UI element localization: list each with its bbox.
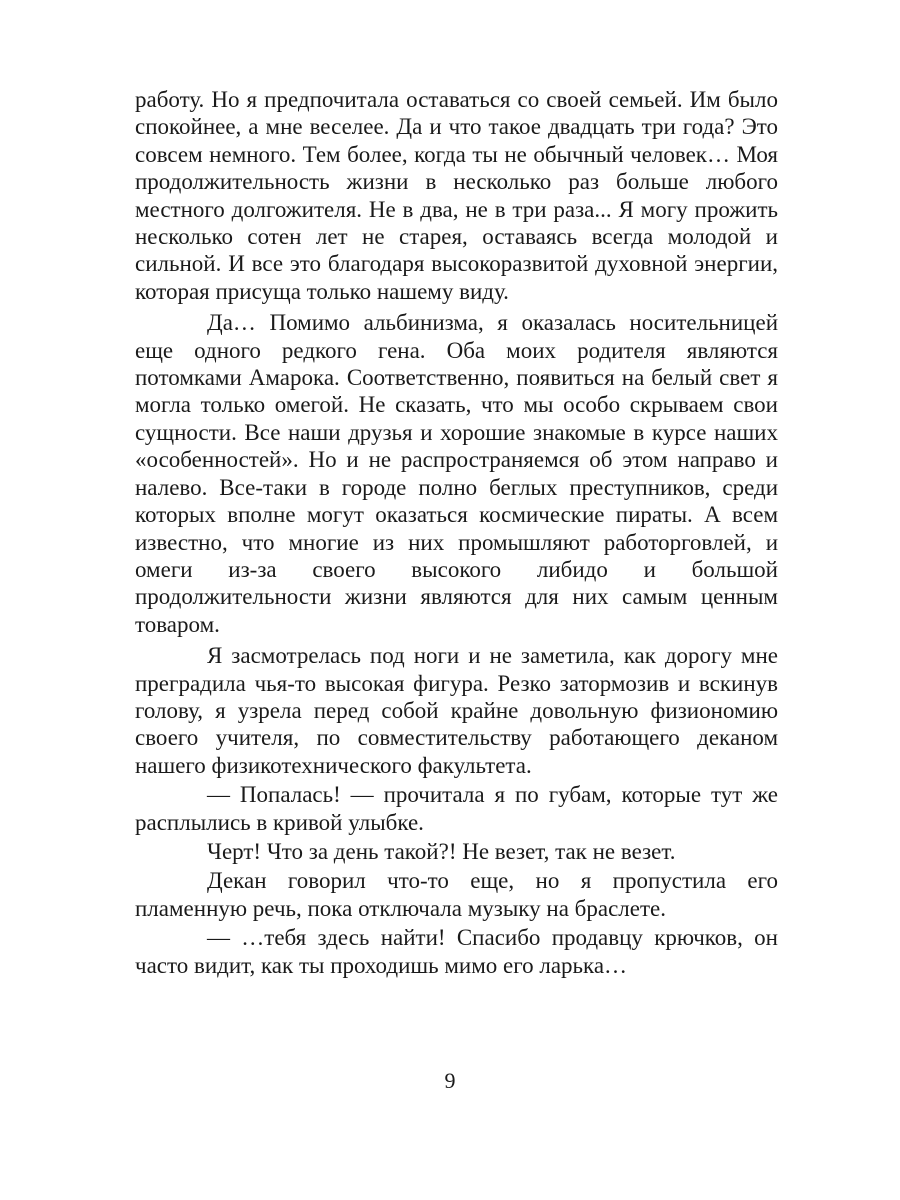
- paragraph-1: работу. Но я предпочитала оставаться со своей семьей. Им было спокойнее, а мне веселее. Да и что такое двадцать три года? Это совсем немного. Тем более, когда ты не обычный человек… Моя продолжительность жизни в несколько раз больше любого местного долгожителя. Не в два, не в три раза... Я могу прожить несколько сотен лет не старея, оставаясь всегда молодой и сильной. И все это благодаря высокоразвитой духовной энергии, которая присуща только нашему виду.: [135, 87, 778, 304]
- paragraph-6: Декан говорил что-то еще, но я пропустила его пламенную речь, пока отключала музыку на браслете.: [135, 868, 778, 921]
- paragraph-2: Да… Помимо альбинизма, я оказалась носительницей еще одного редкого гена. Оба моих родителя являются потомками Амарока. Соответственно, появиться на белый свет я могла только омегой. Не сказать, что мы особо скрываем свои сущности. Все наши друзья и хорошие знакомые в курсе наших «особенностей». Но и не распространяемся об этом направо и налево. Все-таки в городе полно беглых преступников, среди которых вполне могут оказаться космические пираты. А всем известно, что многие из них промышляют работорговлей, и омеги из-за своего высокого либидо и большой продолжительности жизни являются для них самым ценным товаром.: [135, 310, 778, 637]
- body-text: [135, 86, 778, 979]
- paragraph-4: — Попалась! — прочитала я по губам, которые тут же расплылись в кривой улыбке.: [135, 782, 778, 835]
- paragraph-7: — …тебя здесь найти! Спасибо продавцу крючков, он часто видит, как ты проходишь мимо его ларька…: [135, 925, 778, 978]
- paragraph-5: Черт! Что за день такой?! Не везет, так не везет.: [207, 838, 676, 864]
- paragraph-3: Я засмотрелась под ноги и не заметила, как дорогу мне преградила чья-то высокая фигура. Резко затормозив и вскинув голову, я узрела перед собой крайне довольную физиономию своего учителя, по совместительству работающего деканом нашего физикотехнического факультета.: [135, 643, 778, 778]
- page-number: 9: [444, 1068, 456, 1093]
